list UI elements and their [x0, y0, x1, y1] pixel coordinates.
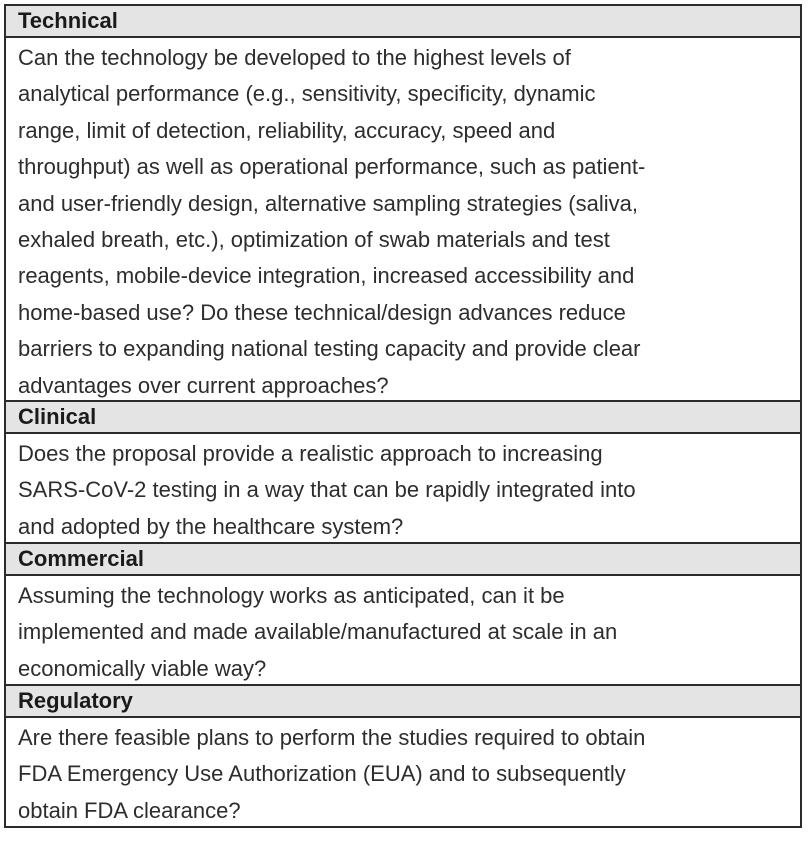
- section-heading-technical: Technical: [6, 6, 800, 38]
- section-technical: [6, 6, 800, 402]
- section-regulatory: [6, 686, 800, 826]
- section-text-clinical: Does the proposal provide a realistic approach to increasing SARS-CoV-2 testing in a way that can be rapidly integrated into and adopted by the healthcare system?: [18, 441, 636, 539]
- section-heading-commercial: Commercial: [6, 544, 800, 576]
- section-text-regulatory: Are there feasible plans to perform the studies required to obtain FDA Emergency Use Authorization (EUA) and to subsequently obtain FDA clearance?: [18, 725, 646, 823]
- section-text-technical: Can the technology be developed to the highest levels of analytical performance (e.g., sensitivity, specificity, dynamic range, limit of detection, reliability, accuracy, speed and throughput) as well as operational performance, such as patient- and user-friendly design, alternative sampling strategies (saliva, exhaled breath, etc.), optimization of swab materials and test reagents, mobile-device integration, increased accessibility and home-based use? Do these technical/design advances reduce barriers to expanding national testing capacity and provide clear advantages over current approaches?: [18, 45, 646, 398]
- section-heading-clinical: Clinical: [6, 402, 800, 434]
- section-heading-regulatory: Regulatory: [6, 686, 800, 718]
- criteria-table: [4, 4, 802, 828]
- section-commercial: [6, 544, 800, 686]
- section-clinical: [6, 402, 800, 544]
- section-text-commercial: Assuming the technology works as anticipated, can it be implemented and made available/manufactured at scale in an economically viable way?: [18, 583, 618, 681]
